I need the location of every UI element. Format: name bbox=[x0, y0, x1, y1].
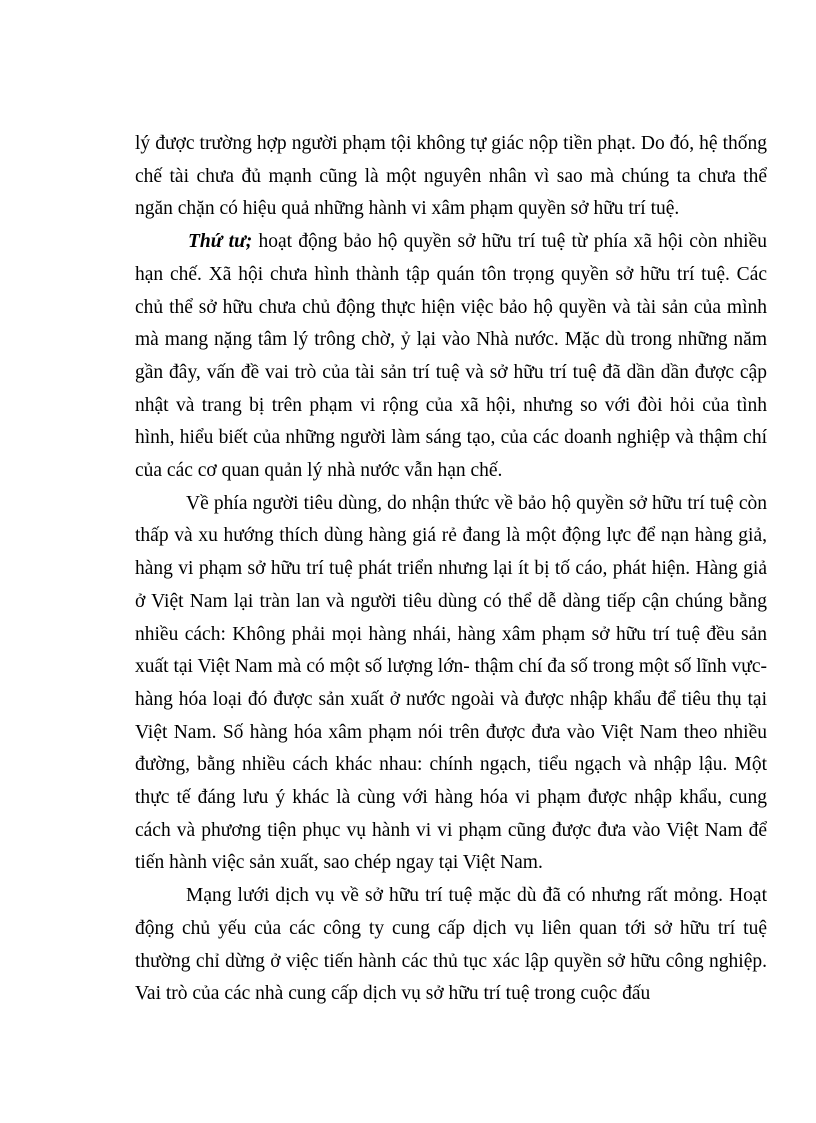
paragraph-continued bbox=[135, 128, 767, 226]
paragraph-lead: Thứ tư; bbox=[188, 231, 253, 253]
document-body bbox=[135, 128, 767, 1011]
paragraph-service-network bbox=[135, 880, 767, 1011]
paragraph-fourth-point bbox=[135, 226, 767, 488]
paragraph-text: lý được trường hợp người phạm tội không tự giác nộp tiền phạt. Do đó, hệ thống chế tài chưa đủ mạnh cũng là một nguyên nhân vì sao mà chúng ta chưa thể ngăn chặn có hiệu quả những hành vi xâm phạm quyền sở hữu trí tuệ. bbox=[135, 133, 767, 220]
paragraph-text: Mạng lưới dịch vụ về sở hữu trí tuệ mặc dù đã có nhưng rất mỏng. Hoạt động chủ yếu của các công ty cung cấp dịch vụ liên quan tới sở hữu trí tuệ thường chỉ dừng ở việc tiến hành các thủ tục xác lập quyền sở hữu công nghiệp. Vai trò của các nhà cung cấp dịch vụ sở hữu trí tuệ trong cuộc đấu bbox=[135, 885, 767, 1005]
paragraph-text: Về phía người tiêu dùng, do nhận thức về bảo hộ quyền sở hữu trí tuệ còn thấp và xu hướng thích dùng hàng giá rẻ đang là một động lực để nạn hàng giả, hàng vi phạm sở hữu trí tuệ phát triển nhưng lại ít bị tố cáo, phát hiện. Hàng giả ở Việt Nam lại tràn lan và người tiêu dùng có thể dễ dàng tiếp cận chúng bằng nhiều cách: Không phải mọi hàng nhái, hàng xâm phạm sở hữu trí tuệ đều sản xuất tại Việt Nam mà có một số lượng lớn- thậm chí đa số trong một số lĩnh vực- hàng hóa loại đó được sản xuất ở nước ngoài và được nhập khẩu để tiêu thụ tại Việt Nam. Số hàng hóa xâm phạm nói trên được đưa vào Việt Nam theo nhiều đường, bằng nhiều cách khác nhau: chính ngạch, tiểu ngạch và nhập lậu. Một thực tế đáng lưu ý khác là cùng với hàng hóa vi phạm được nhập khẩu, cung cách và phương tiện phục vụ hành vi vi phạm cũng được đưa vào Việt Nam để tiến hành việc sản xuất, sao chép ngay tại Việt Nam. bbox=[135, 492, 767, 874]
paragraph-text: hoạt động bảo hộ quyền sở hữu trí tuệ từ phía xã hội còn nhiều hạn chế. Xã hội chưa hình thành tập quán tôn trọng quyền sở hữu trí tuệ. Các chủ thể sở hữu chưa chủ động thực hiện việc bảo hộ quyền và tài sản của mình mà mang nặng tâm lý trông chờ, ỷ lại vào Nhà nước. Mặc dù trong những năm gần đây, vấn đề vai trò của tài sản trí tuệ và sở hữu trí tuệ đã dần dần được cập nhật và trang bị trên phạm vi rộng của xã hội, nhưng so với đòi hỏi của tình hình, hiểu biết của những người làm sáng tạo, của các doanh nghiệp và thậm chí của các cơ quan quản lý nhà nước vẫn hạn chế. bbox=[135, 231, 767, 482]
paragraph-consumers bbox=[135, 488, 767, 880]
